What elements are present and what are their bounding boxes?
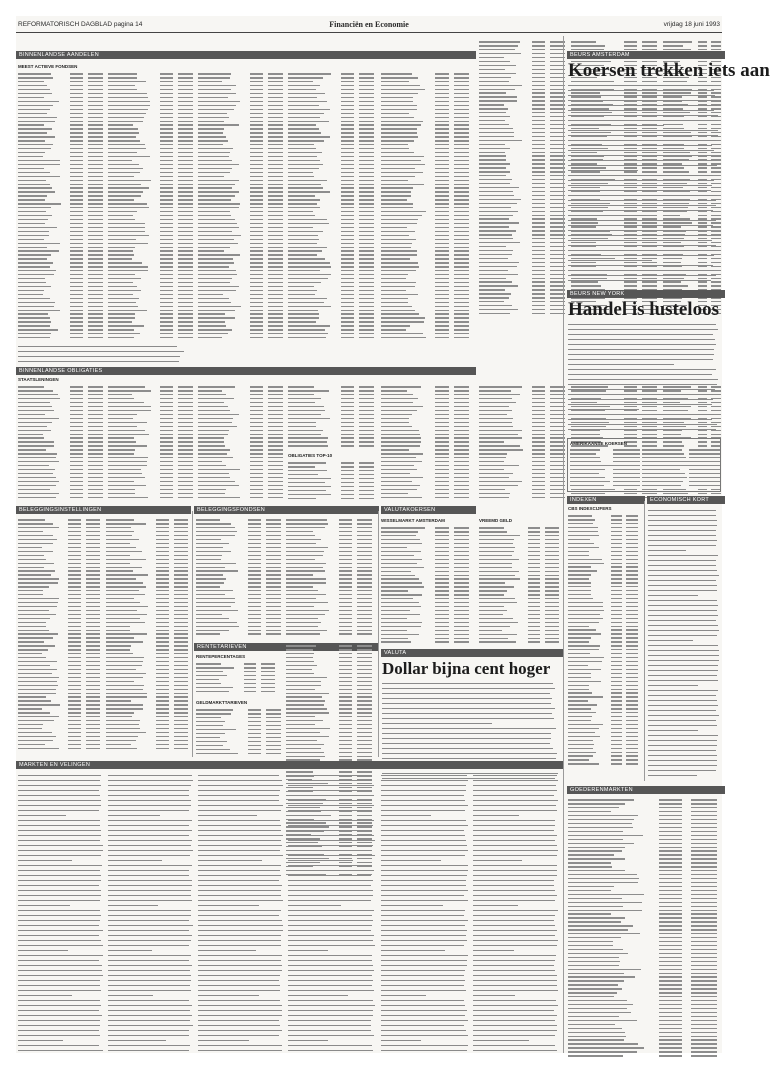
table-column (196, 708, 282, 756)
page-folio: REFORMATORISCH DAGBLAD pagina 14 (18, 21, 143, 28)
table-column (196, 662, 276, 694)
table-row (568, 1054, 720, 1058)
story-text (18, 773, 104, 1053)
amerikaanse-koersen-table (567, 438, 721, 492)
story-text (648, 508, 720, 778)
column-rule (378, 511, 379, 757)
table-row (196, 690, 276, 694)
table-row (108, 495, 194, 499)
table-row (381, 336, 471, 340)
text-line (568, 278, 720, 283)
table-column (198, 72, 284, 342)
table-row (568, 762, 640, 766)
story-text (108, 773, 194, 1053)
table-column (198, 385, 284, 501)
text-line (568, 427, 720, 432)
table-column (381, 526, 471, 644)
table-column (288, 385, 376, 449)
table-column (108, 385, 194, 501)
table-column (196, 518, 282, 638)
table-column (106, 518, 190, 752)
section-beleggingsinstellingen: BELEGGINGSINSTELLINGEN (16, 506, 191, 514)
subhead-rentepercentages: RENTEPERCENTAGES (196, 654, 246, 659)
column-rule (563, 36, 564, 1053)
table-row (18, 746, 102, 750)
section-economisch-kort: ECONOMISCH KORT (647, 496, 725, 504)
page-section-title: Financiën en Economie (329, 20, 409, 29)
subhead-geldmarkttarieven: GELDMARKTTARIEVEN (196, 700, 248, 705)
section-markten-en-velingen: MARKTEN EN VELINGEN (16, 761, 564, 769)
story-text (288, 773, 376, 1053)
section-beleggingsfondsen: BELEGGINGSFONDSEN (194, 506, 379, 514)
text-line (288, 1048, 376, 1053)
story-text (568, 83, 720, 286)
subhead-amerikaanse-koersen: AMERIKAANSE KOERSEN (570, 441, 628, 446)
footnote (18, 344, 186, 364)
section-indexen: INDEXEN (567, 496, 645, 504)
section-goederenmarkten: GOEDERENMARKTEN (567, 786, 725, 794)
column-rule (192, 511, 193, 757)
subhead-staatsleningen: STAATSLENINGEN (18, 377, 59, 382)
table-row (288, 444, 376, 448)
newspaper-page (16, 16, 770, 1053)
section-rentetarieven: RENTETARIEVEN (194, 643, 379, 651)
story-text (198, 773, 284, 1053)
text-line (108, 1048, 194, 1053)
beurs-new-york-headline: Handel is lusteloos (568, 299, 719, 320)
beurs-amsterdam-headline: Koersen trekken iets aan (568, 60, 770, 81)
table-column (18, 385, 104, 501)
table-column (568, 798, 720, 1053)
table-row (198, 495, 284, 499)
table-column (381, 72, 471, 342)
table-column (381, 385, 471, 501)
subhead-meest-actieve: MEEST ACTIEVE FONDSEN (18, 64, 78, 69)
section-valuta: VALUTA (381, 649, 564, 657)
table-column (286, 518, 374, 638)
table-column (288, 72, 376, 342)
table-column (646, 448, 718, 488)
valuta-headline: Dollar bijna cent hoger (382, 659, 551, 678)
table-row (18, 336, 104, 340)
table-column (108, 72, 194, 342)
table-row (479, 312, 567, 316)
table-row (479, 495, 567, 499)
section-beurs-amsterdam: BEURS AMSTERDAM (567, 51, 725, 59)
text-line (381, 1048, 469, 1053)
table-row (381, 495, 471, 499)
table-row (18, 495, 104, 499)
table-row (479, 640, 561, 644)
table-row (196, 751, 282, 755)
subhead-obligaties-top10: OBLIGATIES TOP-10 (288, 453, 333, 458)
table-row (198, 336, 284, 340)
table-row (196, 632, 282, 636)
text-line (18, 1048, 104, 1053)
table-column (286, 644, 374, 752)
subhead-wisselmarkt: WISSELMARKT AMSTERDAM (381, 518, 445, 523)
story-text (568, 322, 720, 434)
section-binnenlandse-aandelen: BINNENLANDSE AANDELEN (16, 51, 476, 59)
table-column (570, 448, 642, 488)
table-column (18, 518, 102, 752)
text-line (18, 359, 186, 364)
table-column (18, 72, 104, 342)
section-beurs-new-york: BEURS NEW YORK (567, 290, 725, 298)
table-row (108, 336, 194, 340)
table-row (646, 483, 718, 487)
table-row (286, 632, 374, 636)
table-column (288, 461, 376, 501)
story-text (473, 773, 559, 1053)
subhead-vreemd-geld: VREEMD GELD (479, 518, 513, 523)
table-row (288, 496, 376, 500)
section-binnenlandse-obligaties: BINNENLANDSE OBLIGATIES (16, 367, 476, 375)
table-row (570, 483, 642, 487)
table-row (288, 336, 376, 340)
text-line (198, 1048, 284, 1053)
table-column (568, 514, 640, 769)
table-row (106, 746, 190, 750)
table-column (479, 526, 561, 644)
section-valutakoersen: VALUTAKOERSEN (381, 506, 476, 514)
column-rule (644, 501, 645, 781)
story-text (381, 773, 469, 1053)
text-line (473, 1048, 559, 1053)
table-row (381, 640, 471, 644)
table-column (479, 385, 567, 501)
table-column (479, 40, 567, 320)
text-line (648, 773, 720, 778)
page-header (16, 16, 722, 33)
page-date: vrijdag 18 juni 1993 (663, 21, 720, 28)
subhead-cbs-indexcijfers: CBS INDEXCIJFERS (568, 506, 612, 511)
